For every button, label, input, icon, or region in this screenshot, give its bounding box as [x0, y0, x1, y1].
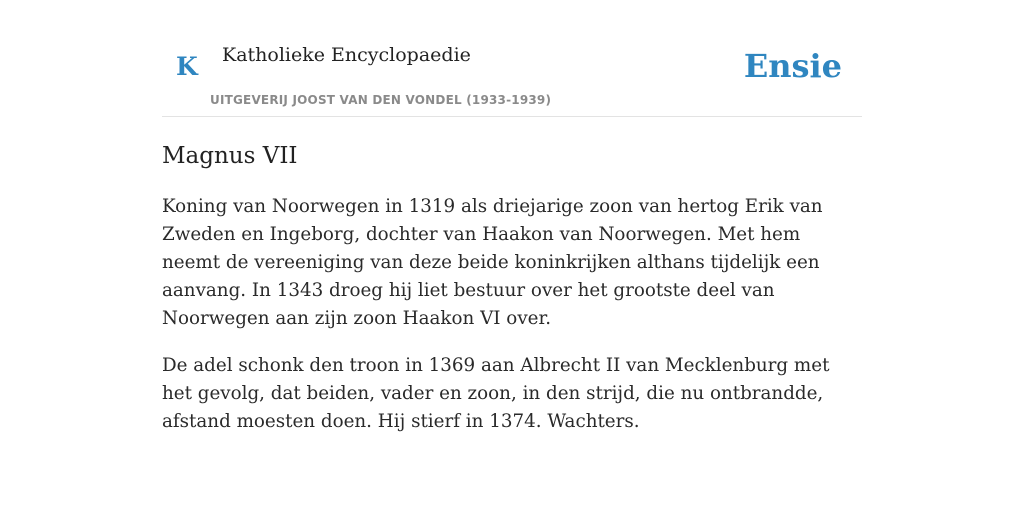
article-title: Magnus VII	[162, 143, 298, 169]
site-header	[162, 0, 862, 117]
publisher-label: UITGEVERIJ JOOST VAN DEN VONDEL (1933-1939)	[210, 93, 552, 107]
encyclopedia-title-link[interactable]: Katholieke Encyclopaedie	[222, 44, 471, 66]
article-paragraph-2: De adel schonk den troon in 1369 aan Albrecht II van Mecklenburg met het gevolg, dat beiden, vader en zoon, in den strijd, die nu ontbrandde, afstand moesten doen. Hij stierf in 1374. Wachters.	[162, 355, 830, 432]
page	[162, 0, 862, 436]
ensie-logo-link[interactable]: Ensie	[743, 47, 842, 85]
encyclopedia-logo[interactable]: K	[176, 52, 198, 81]
article-paragraph-1: Koning van Noorwegen in 1319 als driejarige zoon van hertog Erik van Zweden en Ingeborg, dochter van Haakon van Noorwegen. Met hem neemt de vereeniging van deze beide koninkrijken althans tijdelijk een aanvang. In 1343 droeg hij liet bestuur over het grootste deel van Noorwegen aan zijn zoon Haakon VI over.	[162, 196, 823, 329]
